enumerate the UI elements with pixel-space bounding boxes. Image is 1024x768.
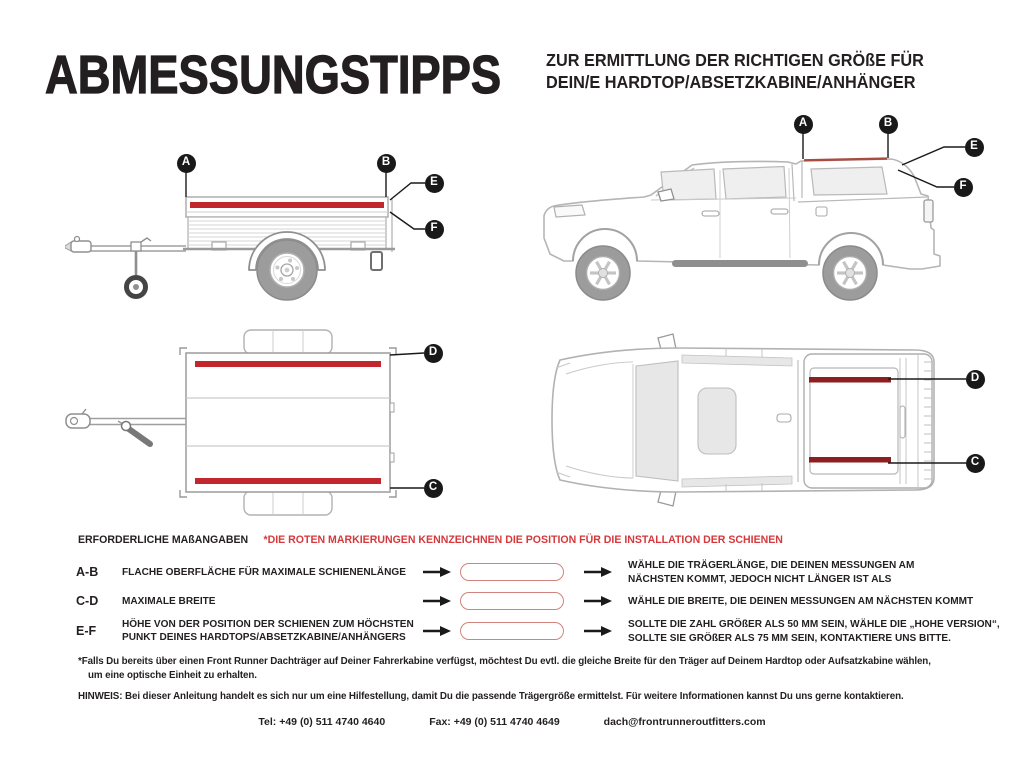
arrow-right-icon [422,595,452,607]
arrow-right-icon [583,625,613,637]
marker-e-truck-side: E [965,138,984,157]
truck-top-view-diagram [530,330,1005,525]
contact-bar [0,716,1024,728]
marker-c-trailer-top: C [424,479,443,498]
arrow-right-icon [422,625,452,637]
trailer-side-view-diagram [65,140,465,320]
contact-email: dach@frontrunneroutfitters.com [603,716,766,728]
marker-a-truck-side: A [794,115,813,134]
contact-tel: Tel: +49 (0) 511 4740 4640 [258,716,386,728]
measurement-input-ab[interactable] [460,563,564,581]
marker-c-truck-top: C [966,454,985,473]
hinweis-note: HINWEIS: Bei dieser Anleitung handelt es sich nur um eine Hilfestellung, damit Du die passende Trägergröße ermittelst. Für weitere Informationen kannst Du uns gerne kontaktieren. [78,691,904,702]
subtitle-line-2: DEIN/E HARDTOP/ABSETZKABINE/ANHÄNGER [546,72,916,92]
measurement-input-ef[interactable] [460,622,564,640]
marker-f-truck-side: F [954,178,973,197]
marker-a-trailer-side: A [177,154,196,173]
marker-d-truck-top: D [966,370,985,389]
marker-f-trailer-side: F [425,220,444,239]
required-measurements-label: ERFORDERLICHE MAßANGABEN [78,534,249,546]
row-key-ab: A-B [76,565,99,579]
marker-b-truck-side: B [879,115,898,134]
row-description-cd: MAXIMALE BREITE [122,594,216,607]
row-key-ef: E-F [76,624,97,638]
trailer-top-view-diagram [60,325,460,520]
asterisk-footnote: *Falls Du bereits über einen Front Runner Dachträger auf Deiner Fahrerkabine verfügst, möchtest Du evtl. die gleiche Breite für den Träger auf Deinem Hardtop oder Aufsatzkabine wählen, um eine optische Einheit zu erhalten. [78,656,931,681]
measurement-input-cd[interactable] [460,592,564,610]
subtitle-line-1: ZUR ERMITTLUNG DER RICHTIGEN GRÖßE FÜR [546,50,924,70]
row-result-ef: SOLLTE DIE ZAHL GRÖßER ALS 50 MM SEIN, WÄHLE DIE „HOHE VERSION“, SOLLTE SIE GRÖßER ALS 75 MM SEIN, KONTAKTIERE UNS BITTE. [628,618,1000,644]
red-markings-note: *DIE ROTEN MARKIERUNGEN KENNZEICHNEN DIE POSITION FÜR DIE INSTALLATION DER SCHIENEN [263,534,783,546]
page-subtitle [546,49,924,93]
row-description-ab: FLACHE OBERFLÄCHE FÜR MAXIMALE SCHIENENLÄNGE [122,565,406,578]
measurements-heading-row [78,534,783,546]
marker-d-trailer-top: D [424,344,443,363]
marker-e-trailer-side: E [425,174,444,193]
row-result-ab: WÄHLE DIE TRÄGERLÄNGE, DIE DEINEN MESSUNGEN AM NÄCHSTEN KOMMT, JEDOCH NICHT LÄNGER IST ALS [628,559,915,585]
row-result-cd: WÄHLE DIE BREITE, DIE DEINEN MESSUNGEN AM NÄCHSTEN KOMMT [628,594,974,607]
truck-side-view-diagram [530,108,1005,312]
arrow-right-icon [583,566,613,578]
marker-b-trailer-side: B [377,154,396,173]
arrow-right-icon [583,595,613,607]
row-key-cd: C-D [76,594,99,608]
contact-fax: Fax: +49 (0) 511 4740 4649 [429,716,560,728]
arrow-right-icon [422,566,452,578]
page-title: ABMESSUNGSTIPPS [45,45,502,105]
row-description-ef: HÖHE VON DER POSITION DER SCHIENEN ZUM HÖCHSTEN PUNKT DEINES HARDTOPS/ABSETZKABINE/ANHÄNGERS [122,618,414,643]
